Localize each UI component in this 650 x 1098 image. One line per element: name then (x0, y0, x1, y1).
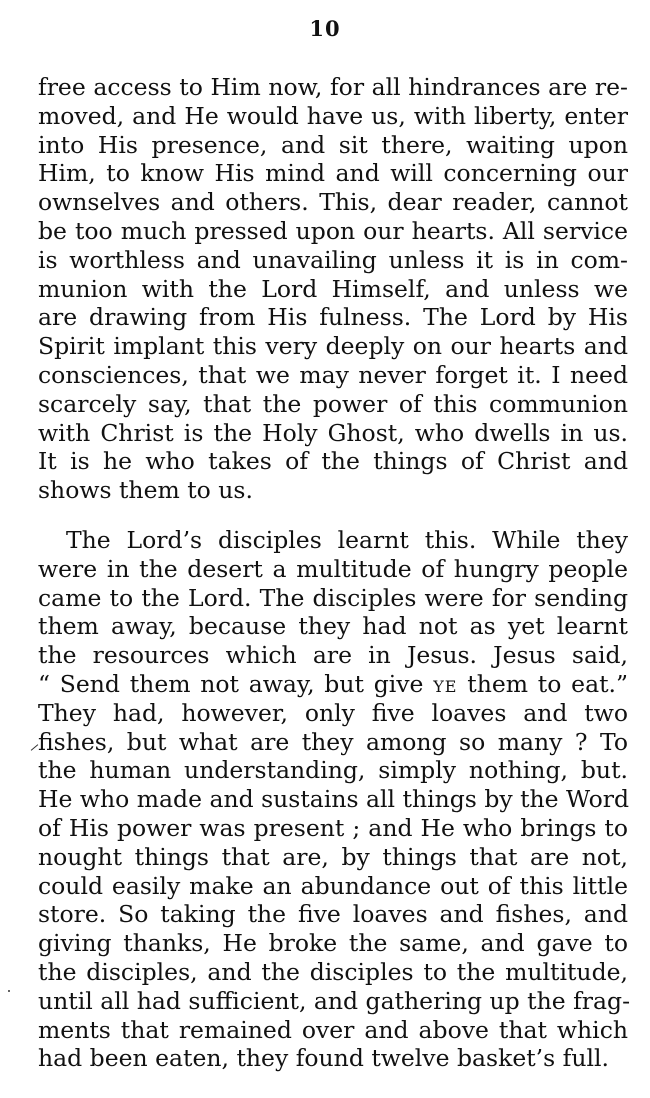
paragraph-line: Him, to know His mind and will concerning our (38, 159, 628, 188)
paragraph-line: the resources which are in Jesus. Jesus said, (38, 641, 628, 670)
paragraph-line: the human understanding, simply nothing, but. (38, 756, 628, 785)
paragraph-line: Spirit implant this very deeply on our hearts and (38, 332, 628, 361)
line-text: “ Send them not away, but give (38, 669, 424, 698)
paragraph-line: It is he who takes of the things of Christ and (38, 447, 628, 476)
paragraph-line: free access to Him now, for all hindrances are re- (38, 73, 628, 101)
stray-dot-mark (8, 990, 10, 992)
paragraph-line: came to the Lord. The disciples were for sending (38, 583, 628, 612)
paragraph-line: until all had sufficient, and gathering up the frag- (38, 986, 631, 1015)
paragraph-line: munion with the Lord Himself, and unless we (38, 274, 628, 303)
paragraph-line: ments that remained over and above that which (38, 1015, 628, 1044)
paragraph-line: them away, because they had not as yet learnt (38, 612, 628, 641)
paragraph-line: be too much pressed upon our hearts. All service (38, 216, 628, 245)
paragraph-line: moved, and He would have us, with liberty, enter (38, 101, 628, 130)
paragraph-line: of His power was present ; and He who brings to (38, 813, 628, 842)
paragraph-line: store. So taking the five loaves and fishes, and (38, 900, 628, 929)
paragraph-line: ownselves and others. This, dear reader, cannot (38, 188, 628, 217)
emphasis-word: ye (433, 669, 458, 698)
paragraph-line: scarcely say, that the power of this communion (38, 389, 628, 418)
paragraph-line: consciences, that we may never forget it. I need (38, 360, 628, 389)
paragraph-1 (38, 73, 628, 505)
paragraph-last-line: shows them to us. (38, 476, 253, 505)
paragraph-line: He who made and sustains all things by the Word (38, 785, 630, 814)
paragraph-last-line: had been eaten, they found twelve basket’s full. (38, 1044, 609, 1073)
paragraph-line: fishes, but what are they among so many ? To (38, 727, 628, 756)
paragraph-line: are drawing from His fulness. The Lord by His (38, 303, 628, 332)
paragraph-line: is worthless and unavailing unless it is in com- (38, 245, 628, 274)
paragraph-line: giving thanks, He broke the same, and gave to (38, 929, 628, 958)
paragraph-line: They had, however, only five loaves and two (38, 698, 628, 727)
paragraph-line: could easily make an abundance out of this little (38, 871, 628, 900)
line-text: them to eat.” (457, 669, 629, 698)
paragraph-line: were in the desert a multitude of hungry people (38, 554, 628, 583)
page-number: 10 (309, 16, 341, 41)
paragraph-line: with Christ is the Holy Ghost, who dwells in us. (38, 418, 628, 447)
paragraph-line: the disciples, and the disciples to the multitude, (38, 957, 628, 986)
paragraph-first-line: The Lord’s disciples learnt this. While they (66, 526, 628, 554)
paragraph-line-with-emphasis (38, 670, 628, 699)
paragraph-2 (38, 526, 631, 1073)
paragraph-line: nought things that are, by things that are not, (38, 842, 628, 871)
paragraph-line: into His presence, and sit there, waiting upon (38, 130, 628, 159)
